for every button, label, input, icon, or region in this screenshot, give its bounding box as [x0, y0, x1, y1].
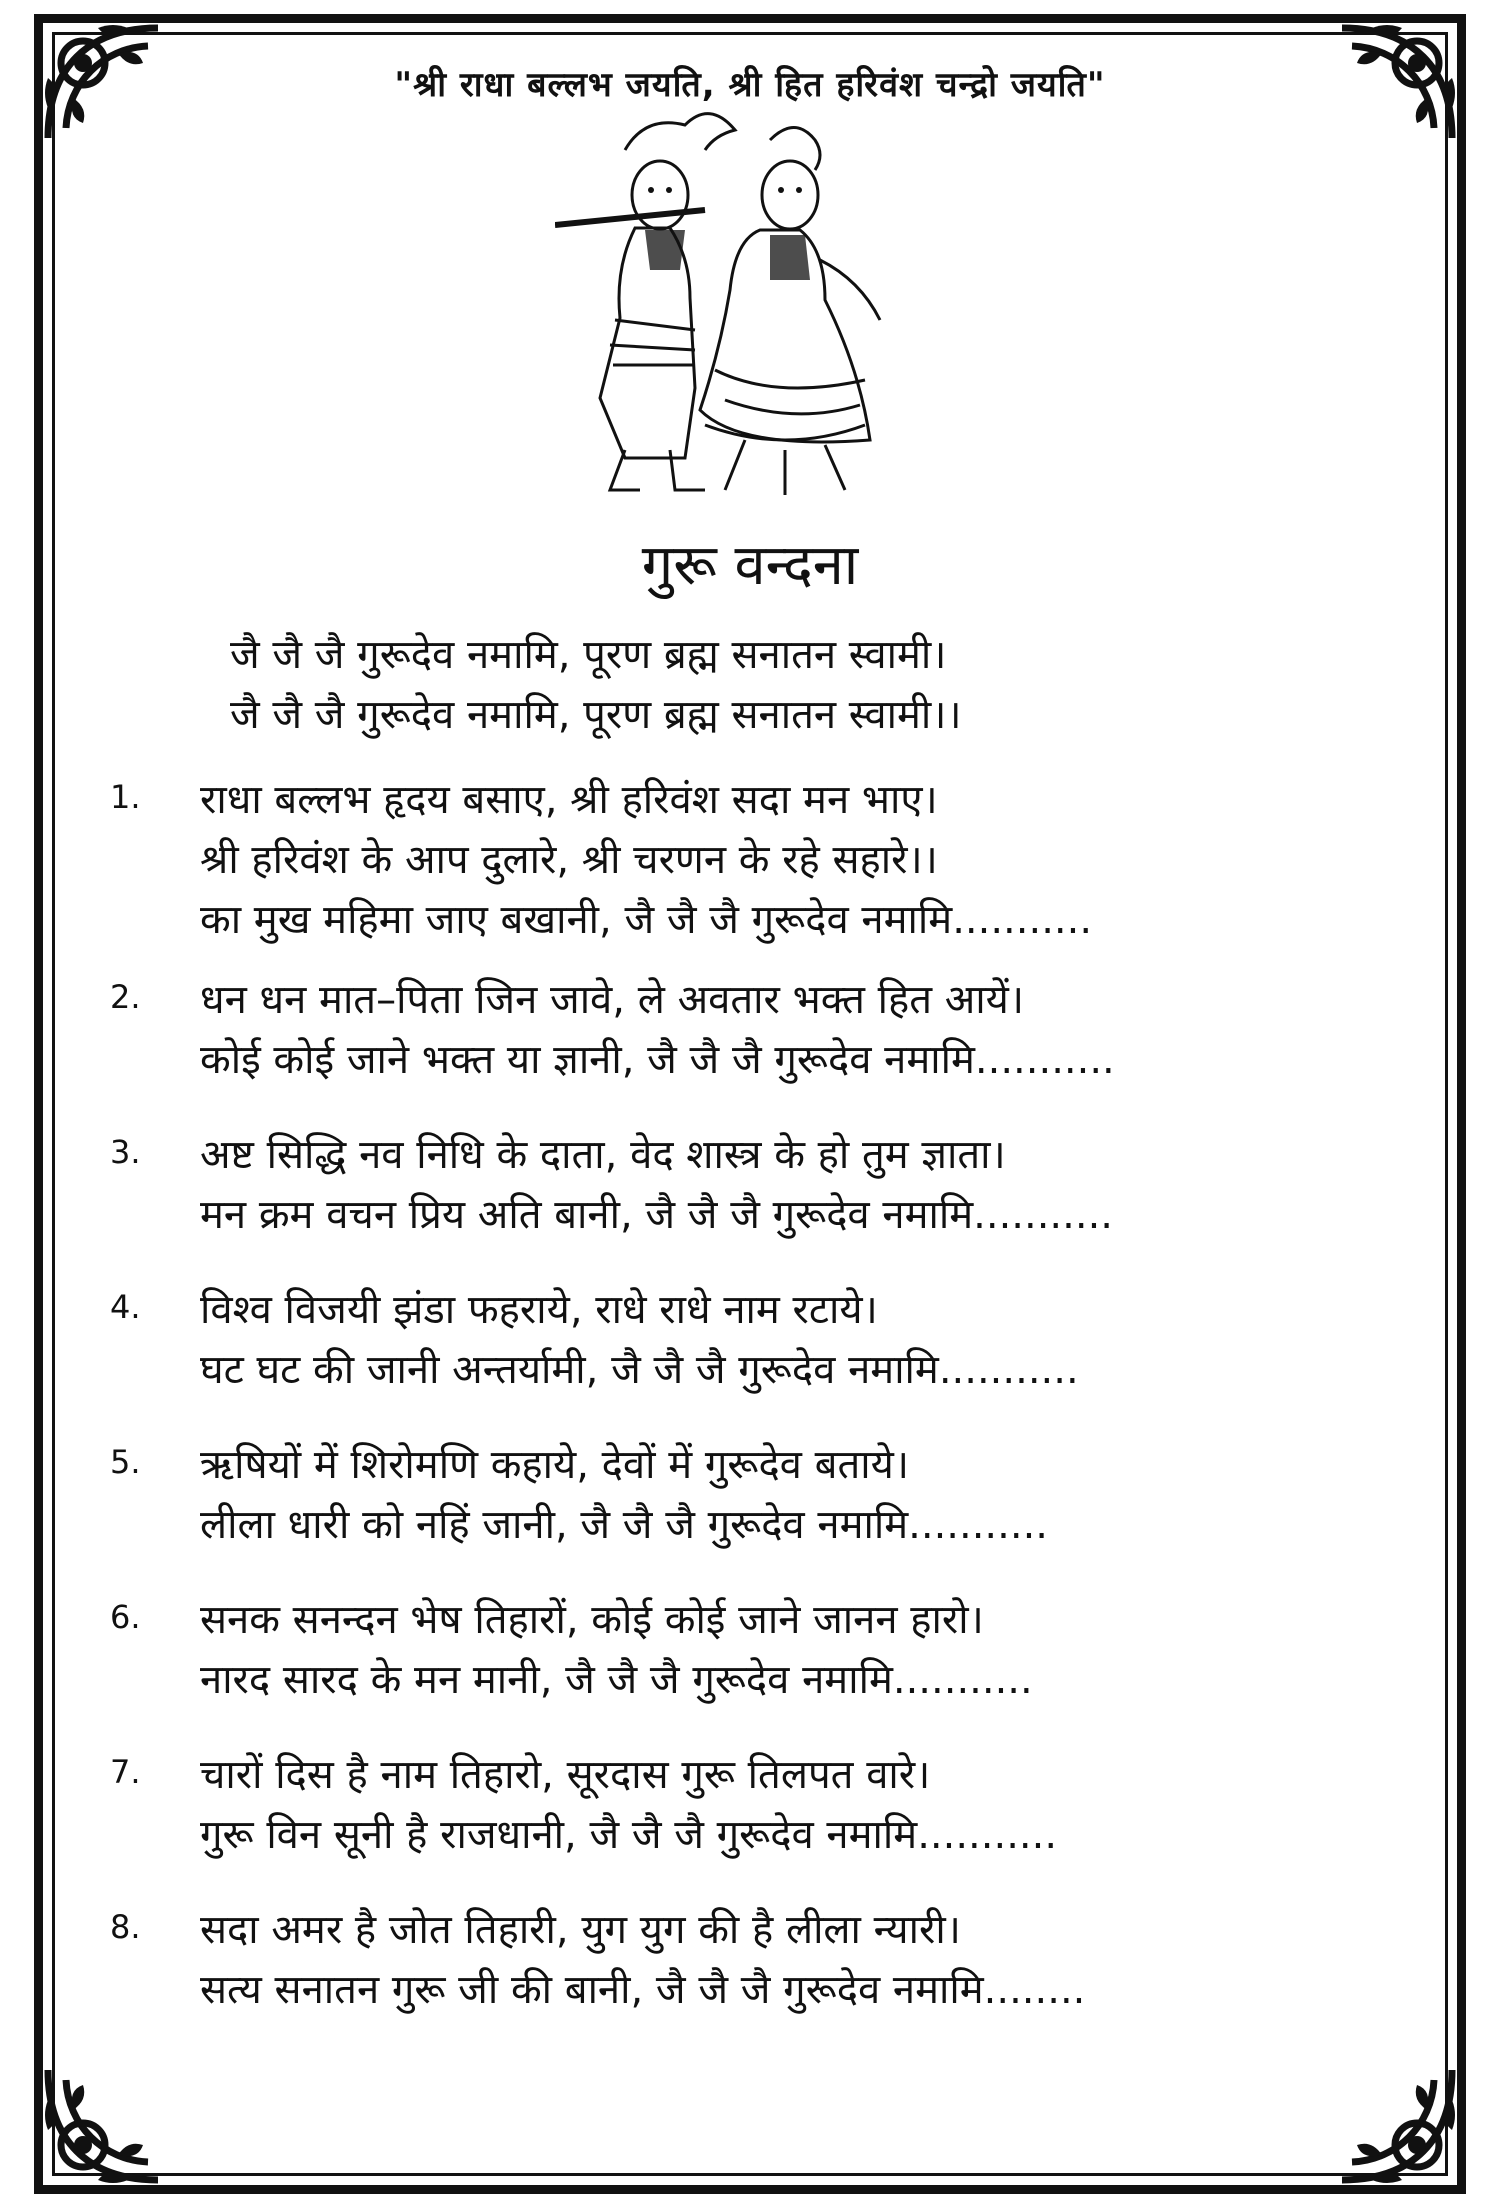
verse-line: कोई कोई जाने भक्त या ज्ञानी, जै जै जै गुरूदेव नमामि...........	[200, 1037, 1115, 1083]
refrain	[230, 625, 1330, 745]
radha-krishna-illustration-icon	[555, 110, 895, 505]
verse	[110, 1280, 1360, 1400]
verse-number: 2.	[110, 978, 141, 1016]
verse-line: मन क्रम वचन प्रिय अति बानी, जै जै जै गुरूदेव नमामि...........	[200, 1192, 1114, 1238]
verse-line: घट घट की जानी अन्तर्यामी, जै जै जै गुरूदेव नमामि...........	[200, 1347, 1079, 1393]
refrain-line: जै जै जै गुरूदेव नमामि, पूरण ब्रह्म सनातन स्वामी।।	[230, 692, 962, 738]
verse-number: 5.	[110, 1443, 141, 1481]
verse	[110, 1125, 1360, 1245]
verse-line: विश्व विजयी झंडा फहराये, राधे राधे नाम रटाये।	[200, 1287, 878, 1333]
header-salutation: "श्री राधा बल्लभ जयति, श्री हित हरिवंश चन्द्रो जयति"	[394, 65, 1106, 105]
verse-line: लीला धारी को नहिं जानी, जै जै जै गुरूदेव नमामि...........	[200, 1502, 1049, 1548]
verse-line: सनक सनन्दन भेष तिहारों, कोई कोई जाने जानन हारो।	[200, 1597, 984, 1643]
verse-number: 8.	[110, 1908, 141, 1946]
verse	[110, 1435, 1360, 1555]
verse-line: नारद सारद के मन मानी, जै जै जै गुरूदेव नमामि...........	[200, 1657, 1033, 1703]
verse-line: ऋषियों में शिरोमणि कहाये, देवों में गुरूदेव बताये।	[200, 1442, 909, 1488]
verse-line: सदा अमर है जोत तिहारी, युग युग की है लीला न्यारी।	[200, 1907, 961, 1953]
verse	[110, 1900, 1360, 2020]
corner-ornament-icon	[1322, 2050, 1472, 2200]
verse	[110, 1745, 1360, 1865]
verse-number: 4.	[110, 1288, 141, 1326]
verse-line: चारों दिस है नाम तिहारो, सूरदास गुरू तिलपत वारे।	[200, 1752, 931, 1798]
corner-ornament-icon	[28, 2050, 178, 2200]
verse-line: श्री हरिवंश के आप दुलारे, श्री चरणन के रहे सहारे।।	[200, 837, 938, 883]
verse-number: 7.	[110, 1753, 141, 1791]
verse	[110, 1590, 1360, 1710]
verse-line: का मुख महिमा जाए बखानी, जै जै जै गुरूदेव नमामि...........	[200, 897, 1093, 943]
verse	[110, 970, 1360, 1090]
verse-line: राधा बल्लभ हृदय बसाए, श्री हरिवंश सदा मन भाए।	[200, 777, 938, 823]
verse	[110, 770, 1360, 950]
verse-number: 6.	[110, 1598, 141, 1636]
verse-line: सत्य सनातन गुरू जी की बानी, जै जै जै गुरूदेव नमामि........	[200, 1967, 1086, 2013]
verse-line: गुरू विन सूनी है राजधानी, जै जै जै गुरूदेव नमामि...........	[200, 1812, 1058, 1858]
verse-line: धन धन मात–पिता जिन जावे, ले अवतार भक्त हित आयें।	[200, 977, 1025, 1023]
refrain-line: जै जै जै गुरूदेव नमामि, पूरण ब्रह्म सनातन स्वामी।	[230, 632, 947, 678]
verse-line: अष्ट सिद्धि नव निधि के दाता, वेद शास्त्र के हो तुम ज्ञाता।	[200, 1132, 1006, 1178]
verse-number: 1.	[110, 778, 141, 816]
verse-number: 3.	[110, 1133, 141, 1171]
page-title: गुरू वन्दना	[641, 533, 859, 598]
